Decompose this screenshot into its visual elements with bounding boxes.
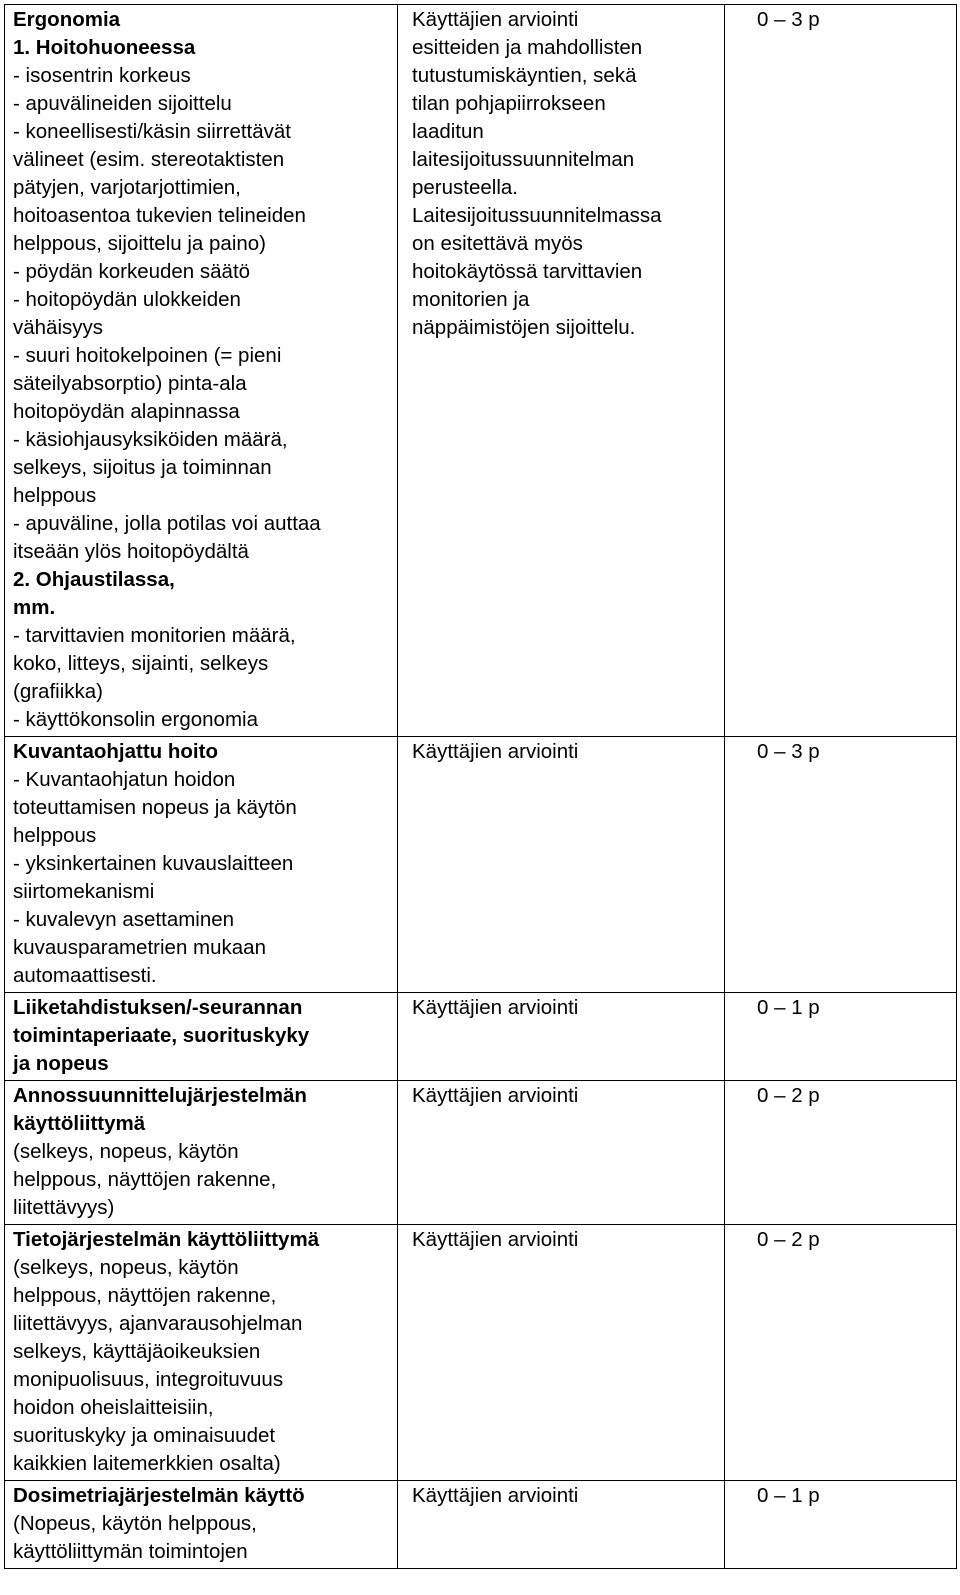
- evaluation-method-line: laaditun: [412, 120, 484, 143]
- evaluation-method-cell: [398, 1481, 725, 1569]
- criteria-cell: [5, 1081, 398, 1225]
- criteria-line: - Kuvantaohjatun hoidon: [13, 768, 236, 791]
- evaluation-method-cell: [398, 5, 725, 737]
- points-cell: [725, 737, 957, 993]
- criteria-line: hoitoasentoa tukevien telineiden: [13, 204, 306, 227]
- criteria-line: helppous: [13, 824, 97, 847]
- criteria-line: liitettävyys, ajanvarausohjelman: [13, 1312, 303, 1335]
- criteria-line: helppous, sijoittelu ja paino): [13, 232, 266, 255]
- criteria-line: monipuolisuus, integroituvuus: [13, 1368, 284, 1391]
- table-row: [5, 737, 957, 993]
- points-cell: [725, 1481, 957, 1569]
- criteria-heading: ja nopeus: [13, 1052, 109, 1075]
- points-value: 0 – 2 p: [757, 1228, 820, 1251]
- evaluation-method-line: Käyttäjien arviointi: [412, 996, 579, 1019]
- criteria-line: välineet (esim. stereotaktisten: [13, 148, 285, 171]
- criteria-line: - käyttökonsolin ergonomia: [13, 708, 258, 731]
- evaluation-method-cell: [398, 737, 725, 993]
- criteria-cell: [5, 737, 398, 993]
- criteria-line: kuvausparametrien mukaan: [13, 936, 266, 959]
- criteria-line: - yksinkertainen kuvauslaitteen: [13, 852, 294, 875]
- criteria-line: vähäisyys: [13, 316, 104, 339]
- evaluation-method-line: Käyttäjien arviointi: [412, 1228, 579, 1251]
- points-value: 0 – 2 p: [757, 1084, 820, 1107]
- criteria-heading: Tietojärjestelmän käyttöliittymä: [13, 1228, 320, 1251]
- criteria-line: - kuvalevyn asettaminen: [13, 908, 235, 931]
- evaluation-method-cell: [398, 993, 725, 1081]
- criteria-line: siirtomekanismi: [13, 880, 155, 903]
- criteria-line: - suuri hoitokelpoinen (= pieni: [13, 344, 282, 367]
- criteria-cell: [5, 993, 398, 1081]
- evaluation-method-cell: [398, 1081, 725, 1225]
- evaluation-method-line: Käyttäjien arviointi: [412, 1084, 579, 1107]
- criteria-heading: toimintaperiaate, suorituskyky: [13, 1024, 310, 1047]
- criteria-line: (selkeys, nopeus, käytön: [13, 1256, 239, 1279]
- criteria-line: (selkeys, nopeus, käytön: [13, 1140, 239, 1163]
- criteria-cell: [5, 5, 398, 737]
- criteria-line: helppous: [13, 484, 97, 507]
- criteria-heading: mm.: [13, 596, 56, 619]
- evaluation-method-line: on esitettävä myös: [412, 232, 583, 255]
- points-value: 0 – 3 p: [757, 740, 820, 763]
- criteria-line: - isosentrin korkeus: [13, 64, 191, 87]
- evaluation-method-line: hoitokäytössä tarvittavien: [412, 260, 643, 283]
- table-row: [5, 993, 957, 1081]
- points-cell: [725, 5, 957, 737]
- criteria-line: käyttöliittymän toimintojen: [13, 1540, 248, 1563]
- evaluation-method-line: Käyttäjien arviointi: [412, 1484, 579, 1507]
- points-cell: [725, 1225, 957, 1481]
- evaluation-method-line: Käyttäjien arviointi: [412, 8, 579, 31]
- criteria-line: suorituskyky ja ominaisuudet: [13, 1424, 276, 1447]
- criteria-heading: Dosimetriajärjestelmän käyttö: [13, 1484, 305, 1507]
- table-row: [5, 1481, 957, 1569]
- criteria-line: automaattisesti.: [13, 964, 157, 987]
- table-row: [5, 5, 957, 737]
- criteria-heading: Annossuunnittelujärjestelmän: [13, 1084, 307, 1107]
- evaluation-method-line: esitteiden ja mahdollisten: [412, 36, 643, 59]
- table-row: [5, 1225, 957, 1481]
- points-cell: [725, 993, 957, 1081]
- criteria-heading: Kuvantaohjattu hoito: [13, 740, 218, 763]
- criteria-line: liitettävyys): [13, 1196, 115, 1219]
- criteria-line: - hoitopöydän ulokkeiden: [13, 288, 241, 311]
- criteria-line: - koneellisesti/käsin siirrettävät: [13, 120, 291, 143]
- evaluation-method-line: näppäimistöjen sijoittelu.: [412, 316, 636, 339]
- criteria-line: - apuväline, jolla potilas voi auttaa: [13, 512, 321, 535]
- criteria-line: toteuttamisen nopeus ja käytön: [13, 796, 297, 819]
- criteria-heading: Ergonomia: [13, 8, 121, 31]
- criteria-line: - käsiohjausyksiköiden määrä,: [13, 428, 288, 451]
- criteria-line: helppous, näyttöjen rakenne,: [13, 1168, 277, 1191]
- criteria-line: selkeys, käyttäjäoikeuksien: [13, 1340, 261, 1363]
- evaluation-method-line: perusteella.: [412, 176, 518, 199]
- evaluation-method-line: tutustumiskäyntien, sekä: [412, 64, 637, 87]
- criteria-cell: [5, 1225, 398, 1481]
- evaluation-method-line: monitorien ja: [412, 288, 530, 311]
- criteria-line: helppous, näyttöjen rakenne,: [13, 1284, 277, 1307]
- criteria-line: säteilyabsorptio) pinta-ala: [13, 372, 247, 395]
- evaluation-criteria-table: [4, 4, 957, 1569]
- criteria-heading: Liiketahdistuksen/-seurannan: [13, 996, 303, 1019]
- criteria-cell: [5, 1481, 398, 1569]
- criteria-heading: 1. Hoitohuoneessa: [13, 36, 196, 59]
- criteria-line: selkeys, sijoitus ja toiminnan: [13, 456, 272, 479]
- criteria-heading: 2. Ohjaustilassa,: [13, 568, 175, 591]
- evaluation-method-line: Laitesijoitussuunnitelmassa: [412, 204, 662, 227]
- evaluation-method-line: laitesijoitussuunnitelman: [412, 148, 635, 171]
- criteria-line: kaikkien laitemerkkien osalta): [13, 1452, 281, 1475]
- points-value: 0 – 1 p: [757, 996, 820, 1019]
- points-value: 0 – 3 p: [757, 8, 820, 31]
- points-cell: [725, 1081, 957, 1225]
- criteria-line: - apuvälineiden sijoittelu: [13, 92, 232, 115]
- criteria-line: hoidon oheislaitteisiin,: [13, 1396, 214, 1419]
- criteria-line: - tarvittavien monitorien määrä,: [13, 624, 296, 647]
- criteria-heading: käyttöliittymä: [13, 1112, 146, 1135]
- evaluation-method-cell: [398, 1225, 725, 1481]
- table-row: [5, 1081, 957, 1225]
- points-value: 0 – 1 p: [757, 1484, 820, 1507]
- criteria-line: koko, litteys, sijainti, selkeys: [13, 652, 269, 675]
- criteria-line: itseään ylös hoitopöydältä: [13, 540, 249, 563]
- criteria-line: - pöydän korkeuden säätö: [13, 260, 251, 283]
- evaluation-method-line: Käyttäjien arviointi: [412, 740, 579, 763]
- table-body: [5, 5, 957, 1569]
- evaluation-method-line: tilan pohjapiirrokseen: [412, 92, 606, 115]
- criteria-line: (Nopeus, käytön helppous,: [13, 1512, 257, 1535]
- criteria-line: pätyjen, varjotarjottimien,: [13, 176, 241, 199]
- criteria-line: (grafiikka): [13, 680, 103, 703]
- criteria-line: hoitopöydän alapinnassa: [13, 400, 240, 423]
